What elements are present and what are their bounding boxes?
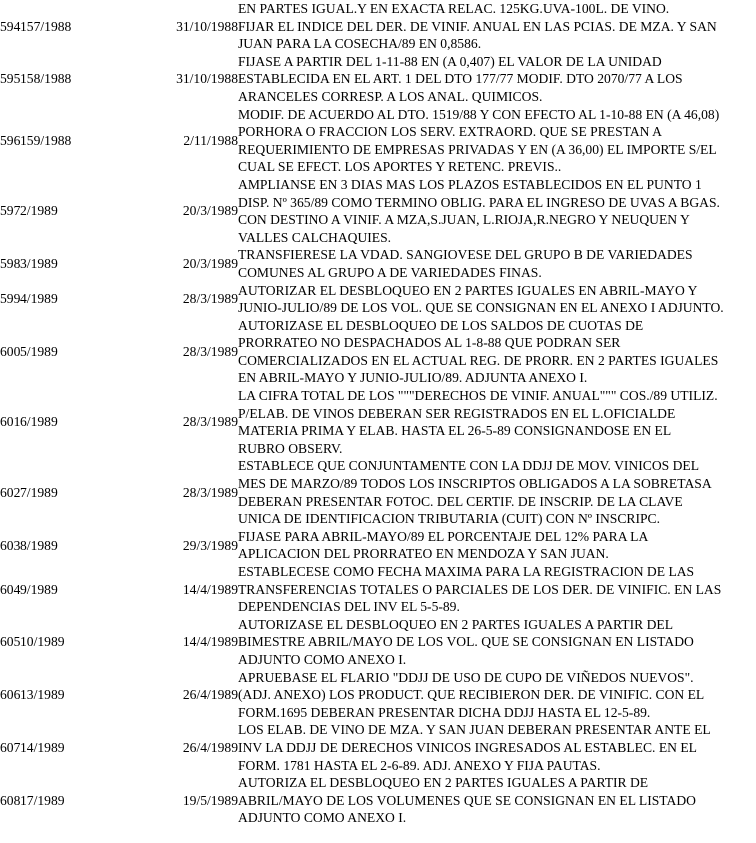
description-line: APLICACION DEL PRORRATEO EN MENDOZA Y SAN JUAN.	[238, 546, 609, 562]
entry-number: 602	[0, 484, 21, 500]
description-line: MES DE MARZO/89 TODOS LOS INSCRIPTOS OBLIGADOS A LA SOBRETASA	[238, 476, 712, 492]
resolution-date: 14/4/1989	[182, 634, 238, 650]
resolution-number: 13/1989	[20, 687, 65, 703]
description-line: ADJUNTO COMO ANEXO I.	[238, 810, 407, 826]
resolution-date: 28/3/1989	[182, 344, 238, 360]
description-line: ARANCELES CORRESP. A LOS ANAL. QUIMICOS.	[238, 88, 543, 104]
description-line: EN ABRIL-MAYO Y JUNIO-JULIO/89. ADJUNTA ANEXO I.	[238, 370, 588, 386]
resolution-description	[238, 106, 756, 176]
resolution-description	[238, 0, 756, 53]
description-line: TRANSFERENCIAS TOTALES O PARCIALES DE LOS DER. DE VINIFIC. EN LAS	[238, 581, 722, 597]
description-line: AUTORIZASE EL DESBLOQUEO EN 2 PARTES IGUALES A PARTIR DEL	[238, 616, 674, 632]
resolution-description	[238, 616, 756, 669]
description-line: MODIF. DE ACUERDO AL DTO. 1519/88 Y CON EFECTO AL 1-10-88 EN (A 46,08)	[238, 106, 720, 122]
resolution-description	[238, 721, 756, 774]
entry-number: 599	[0, 291, 21, 307]
resolution-number: 4/1989	[20, 291, 58, 307]
description-line: CUAL SE EFECT. LOS APORTES Y RETENC. PREVIS..	[238, 159, 562, 175]
resolution-date: 20/3/1989	[182, 203, 238, 219]
entry-number: 608	[0, 792, 21, 808]
description-line: FIJAR EL INDICE DEL DER. DE VINIF. ANUAL EN LAS PCIAS. DE MZA. Y SAN	[238, 18, 717, 34]
table-row	[0, 528, 756, 563]
description-line: (ADJ. ANEXO) LOS PRODUCT. QUE RECIBIERON DER. DE VINIFIC. CON EL	[238, 687, 705, 703]
resolution-description	[238, 528, 756, 563]
description-line: COMERCIALIZADOS EN EL ACTUAL REG. DE PRORR. EN 2 PARTES IGUALES	[238, 352, 719, 368]
resolution-number: 7/1989	[20, 484, 58, 500]
description-line: UNICA DE IDENTIFICACION TRIBUTARIA (CUIT) CON Nº INSCRIPC.	[238, 511, 661, 527]
entry-number: 603	[0, 537, 21, 553]
resolution-number: 159/1988	[20, 132, 72, 148]
resolution-date: 31/10/1988	[176, 71, 238, 87]
description-line: BIMESTRE ABRIL/MAYO DE LOS VOL. QUE SE CONSIGNAN EN LISTADO	[238, 634, 694, 650]
table-row	[0, 282, 756, 317]
description-line: DEBERAN PRESENTAR FOTOC. DEL CERTIF. DE INSCRIP. DE LA CLAVE	[238, 493, 683, 509]
table-row	[0, 774, 756, 827]
resolution-number: 8/1989	[20, 537, 58, 553]
description-line: ADJUNTO COMO ANEXO I.	[238, 651, 407, 667]
description-line: PORHORA O FRACCION LOS SERV. EXTRAORD. QUE SE PRESTAN A	[238, 124, 662, 140]
description-line: JUAN PARA LA COSECHA/89 EN 0,8586.	[238, 36, 482, 52]
resolution-number: 2/1989	[20, 203, 58, 219]
resolution-description	[238, 53, 756, 106]
resolution-date: 19/5/1989	[182, 792, 238, 808]
resolution-date: 20/3/1989	[182, 256, 238, 272]
description-line: LOS ELAB. DE VINO DE MZA. Y SAN JUAN DEBERAN PRESENTAR ANTE EL	[238, 722, 711, 738]
description-line: REQUERIMIENTO DE EMPRESAS PRIVADAS Y EN (A 36,00) EL IMPORTE S/EL	[238, 141, 717, 157]
description-line: ESTABLECE QUE CONJUNTAMENTE CON LA DDJJ DE MOV. VINICOS DEL	[238, 458, 700, 474]
resolution-description	[238, 774, 756, 827]
resolution-description	[238, 669, 756, 722]
description-line: TRANSFIERESE LA VDAD. SANGIOVESE DEL GRUPO B DE VARIEDADES	[238, 247, 693, 263]
table-row	[0, 176, 756, 246]
resolution-number: 5/1989	[20, 344, 58, 360]
entry-number: 606	[0, 687, 21, 703]
resolution-number: 14/1989	[20, 739, 65, 755]
table-row	[0, 563, 756, 616]
description-line: INV LA DDJJ DE DERECHOS VINICOS INGRESADOS AL ESTABLEC. EN EL	[238, 739, 697, 755]
table-row	[0, 387, 756, 457]
description-line: DEPENDENCIAS DEL INV EL 5-5-89.	[238, 599, 460, 615]
description-line: MATERIA PRIMA Y ELAB. HASTA EL 26-5-89 CONSIGNANDOSE EN EL	[238, 423, 672, 439]
resolution-date: 31/10/1988	[176, 18, 238, 34]
resolution-number: 3/1989	[20, 256, 58, 272]
description-line: RUBRO OBSERV.	[238, 440, 343, 456]
description-line: FORM. 1781 HASTA EL 2-6-89. ADJ. ANEXO Y FIJA PAUTAS.	[238, 757, 601, 773]
entry-number: 598	[0, 256, 21, 272]
description-line: FORM.1695 DEBERAN PRESENTAR DICHA DDJJ HASTA EL 12-5-89.	[238, 704, 651, 720]
table-row	[0, 616, 756, 669]
resolution-description	[238, 282, 756, 317]
resolution-description	[238, 317, 756, 387]
table-row	[0, 721, 756, 774]
entry-number: 607	[0, 739, 21, 755]
entry-number: 600	[0, 344, 21, 360]
description-line: PRORRATEO NO DESPACHADOS AL 1-8-88 QUE PODRAN SER	[238, 335, 621, 351]
resolution-number: 158/1988	[20, 71, 72, 87]
description-line: FIJASE PARA ABRIL-MAYO/89 EL PORCENTAJE DEL 12% PARA LA	[238, 528, 649, 544]
resolution-date: 26/4/1989	[182, 687, 238, 703]
description-line: ESTABLECIDA EN EL ART. 1 DEL DTO 177/77 MODIF. DTO 2070/77 A LOS	[238, 71, 683, 87]
resolution-number: 17/1989	[20, 792, 65, 808]
description-line: ESTABLECESE COMO FECHA MAXIMA PARA LA REGISTRACION DE LAS	[238, 564, 695, 579]
description-line: JUNIO-JULIO/89 DE LOS VOL. QUE SE CONSIGNAN EN EL ANEXO I ADJUNTO.	[238, 300, 724, 316]
resolution-number: 10/1989	[20, 634, 65, 650]
entry-number: 604	[0, 581, 21, 597]
resolution-date: 28/3/1989	[182, 414, 238, 430]
resolution-date: 28/3/1989	[182, 484, 238, 500]
resolution-date: 14/4/1989	[182, 581, 238, 597]
resolution-date: 26/4/1989	[182, 739, 238, 755]
entry-number: 601	[0, 414, 21, 430]
description-line: CON DESTINO A VINIF. A MZA,S.JUAN, L.RIOJA,R.NEGRO Y NEUQUEN Y	[238, 212, 690, 228]
entry-number: 605	[0, 634, 21, 650]
table-row	[0, 669, 756, 722]
description-line: LA CIFRA TOTAL DE LOS """DERECHOS DE VINIF. ANUAL""" COS./89 UTILIZ.	[238, 388, 718, 404]
resolution-description	[238, 176, 756, 246]
description-line: FIJASE A PARTIR DEL 1-11-88 EN (A 0,407) EL VALOR DE LA UNIDAD	[238, 53, 662, 69]
resolution-description	[238, 387, 756, 457]
resolution-number: 6/1989	[20, 414, 58, 430]
resolution-number: 157/1988	[20, 18, 72, 34]
entry-number: 594	[0, 18, 21, 34]
description-line: COMUNES AL GRUPO A DE VARIEDADES FINAS.	[238, 264, 542, 280]
table-row	[0, 53, 756, 106]
table-row	[0, 317, 756, 387]
resolution-date: 2/11/1988	[183, 132, 238, 148]
resolution-date: 29/3/1989	[182, 537, 238, 553]
description-line: VALLES CALCHAQUIES.	[238, 229, 392, 245]
entry-number: 597	[0, 203, 21, 219]
description-line: AUTORIZASE EL DESBLOQUEO DE LOS SALDOS DE CUOTAS DE	[238, 317, 644, 333]
description-line: ABRIL/MAYO DE LOS VOLUMENES QUE SE CONSIGNAN EN EL LISTADO	[238, 792, 696, 808]
description-line: EN PARTES IGUAL.Y EN EXACTA RELAC. 125KG.UVA-100L. DE VINO.	[238, 1, 670, 16]
table-row	[0, 457, 756, 527]
resolution-number: 9/1989	[20, 581, 58, 597]
table-row	[0, 246, 756, 281]
description-line: AUTORIZAR EL DESBLOQUEO EN 2 PARTES IGUALES EN ABRIL-MAYO Y	[238, 282, 698, 298]
resolution-date: 28/3/1989	[182, 291, 238, 307]
resolution-description	[238, 246, 756, 281]
entry-number: 595	[0, 71, 21, 87]
description-line: DISP. Nº 365/89 COMO TERMINO OBLIG. PARA EL INGRESO DE UVAS A BGAS.	[238, 194, 720, 210]
table-row	[0, 0, 756, 53]
table-row	[0, 106, 756, 176]
description-line: AMPLIANSE EN 3 DIAS MAS LOS PLAZOS ESTABLECIDOS EN EL PUNTO 1	[238, 176, 702, 192]
resolution-description	[238, 563, 756, 616]
resolution-description	[238, 457, 756, 527]
entry-number: 596	[0, 132, 21, 148]
description-line: APRUEBASE EL FLARIO "DDJJ DE USO DE CUPO DE VIÑEDOS NUEVOS".	[238, 669, 694, 685]
description-line: AUTORIZA EL DESBLOQUEO EN 2 PARTES IGUALES A PARTIR DE	[238, 775, 649, 791]
description-line: P/ELAB. DE VINOS DEBERAN SER REGISTRADOS EN EL L.OFICIALDE	[238, 405, 676, 421]
